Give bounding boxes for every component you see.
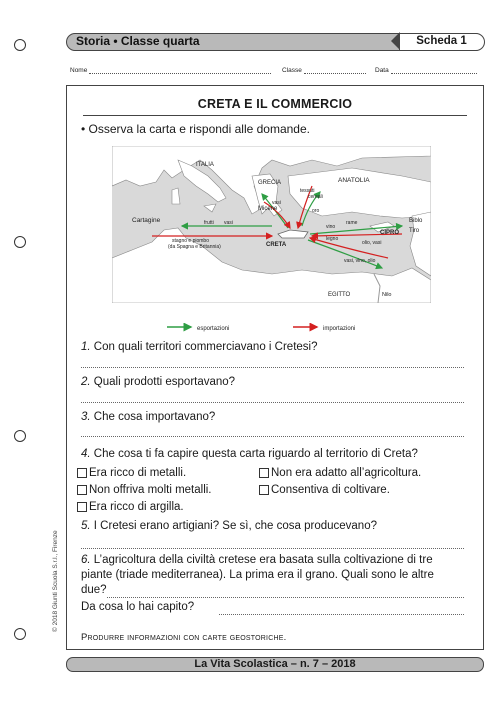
data-label: Data [375,67,389,74]
checkbox[interactable] [77,485,87,495]
map-label-nilo: Nilo [382,292,392,298]
question-3: 3. Che cosa importavano? [81,411,216,423]
map-label-oro: oro [312,208,320,214]
scheda-label: Scheda 1 [399,33,485,51]
mediterranean-map [112,146,431,303]
legend-export-label: esportazioni [197,326,230,332]
question-6-line2: piante (triade mediterranea). La prima era il grano. Quali sono le altre [81,569,434,581]
question-2: 2. Quali prodotti esportavano? [81,376,236,388]
map-label-egitto: EGITTO [328,292,351,298]
option-non-offriva-metalli[interactable]: Non offriva molti metalli. [77,484,212,496]
legend-import-label: importazioni [323,326,356,332]
option-non-adatto-agricoltura[interactable]: Non era adatto all’agricoltura. [259,467,421,479]
map-label-creta: CRETA [266,242,287,248]
map-label-grecia: GRECIA [258,180,282,186]
map-label-micene: Micene [258,206,278,212]
option-ricco-metalli[interactable]: Era ricco di metalli. [77,467,186,479]
map-label-cereali: cereali [308,194,323,200]
sicily-land [204,204,216,212]
classe-field[interactable] [282,67,366,74]
nome-label: Nome [70,67,88,74]
map-label-legno: legno [326,236,339,242]
answer-line[interactable] [107,597,464,598]
header-title: Storia • Classe quarta [76,34,200,48]
bottom-bar: La Vita Scolastica – n. 7 – 2018 [66,657,484,672]
map-label-rame: rame [346,220,358,226]
map-label-tessuti: tessuti [300,188,315,194]
question-6-line3: due? [81,584,107,596]
answer-line[interactable] [219,614,464,615]
worksheet-title: CRETA E IL COMMERCIO [197,97,353,111]
map-label-stagno-origin: (da Spagna e Britannia) [168,244,221,250]
map-label-italia: ITALIA [196,162,214,168]
map-label-cipro: CIPRO [380,230,400,236]
map-label-anatolia: ANATOLIA [338,177,370,184]
binder-hole [14,236,26,248]
crete-land [278,230,308,238]
classe-label: Classe [282,67,302,74]
learning-objective: Produrre informazioni con carte geostoriche. [81,632,287,643]
copyright-text: © 2018 Giunti Scuola S.r.l., Firenze [52,530,59,632]
map-label-vino: vino [326,224,336,230]
question-5: 5. I Cretesi erano artigiani? Se sì, che cosa producevano? [81,520,377,532]
binder-hole [14,628,26,640]
data-field[interactable] [375,67,477,74]
question-6-line4: Da cosa lo hai capito? [81,601,195,613]
instruction-text: • Osserva la carta e rispondi alle domande. [81,122,310,136]
title-divider [83,115,467,116]
checkbox[interactable] [77,468,87,478]
checkbox[interactable] [259,485,269,495]
binder-hole [14,430,26,442]
binder-hole [14,39,26,51]
legend-svg [167,323,467,333]
question-1: 1. Con quali territori commerciavano i Cretesi? [81,341,318,353]
map-label-frutti: frutti [204,220,214,226]
nome-field[interactable] [70,67,271,74]
map-label-biblo: Biblo [409,218,423,224]
map-label-stagno: stagno e piombo [172,238,209,244]
map-label-vasi: vasi [224,220,233,226]
answer-line[interactable] [81,402,464,403]
map-label-olio: olio, vasi [362,240,382,246]
sardinia-land [172,188,180,204]
question-6: 6. L’agricoltura della civiltà cretese era basata sulla coltivazione di tre [81,554,433,566]
map-label-vasi-greece: vasi [272,200,281,206]
map-svg [112,146,431,303]
map-label-cartagine: Cartagine [132,217,161,224]
checkbox[interactable] [77,502,87,512]
header-bar [66,33,484,51]
answer-line[interactable] [81,367,464,368]
option-ricco-argilla[interactable]: Era ricco di argilla. [77,501,184,513]
answer-line[interactable] [81,436,464,437]
map-label-tiro: Tiro [409,228,420,234]
answer-line[interactable] [81,548,464,549]
question-4: 4. Che cosa ti fa capire questa carta riguardo al territorio di Creta? [81,448,418,460]
option-consentiva-coltivare[interactable]: Consentiva di coltivare. [259,484,390,496]
map-label-vasi-vino-olio: vasi, vino, olio [344,258,376,264]
map-legend [167,323,467,335]
checkbox[interactable] [259,468,269,478]
worksheet-frame [66,85,484,650]
